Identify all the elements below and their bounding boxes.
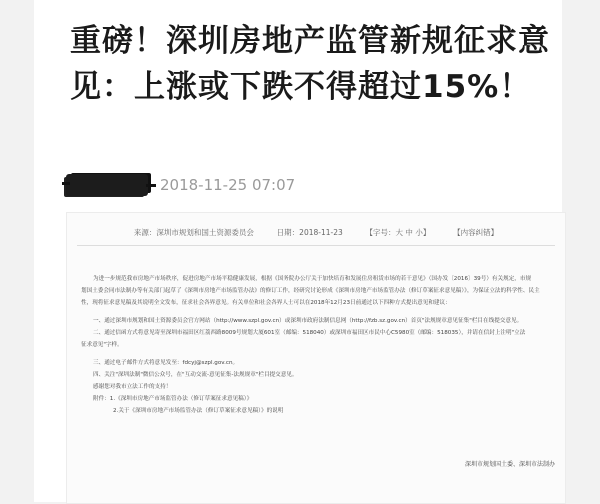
source-label: 来源：深圳市规划和国土资源委员会 [133,228,254,237]
paragraph: 三、通过电子邮件方式将意见发至：fdcyj@szpl.gov.cn。 [93,360,239,366]
divider [77,245,555,246]
date-label: 日期：2018-11-23 [276,228,343,237]
document-image [66,212,566,504]
publish-time: 2018-11-25 07:07 [160,176,296,194]
paragraph: 感谢您对我市立法工作的支持！ [93,384,172,390]
font-size-label: 【字号：大 中 小】 [365,228,431,237]
paragraph: 2.关于《深圳市房地产市场监管办法（修订草案征求意见稿）》的说明 [113,408,284,414]
paragraph: 性，现将征求意见稿及其说明全文发布，征求社会各界意见。有关单位和社会各界人士可以在2018年12月23日前通过以下四种方式提出意见和建议： [81,300,451,306]
redacted-author [66,174,148,196]
paragraph: 附件：1.《深圳市房地产市场监管办法（修订草案征求意见稿）》 [93,396,253,402]
paragraph: 一、通过深圳市规划和国土资源委员会官方网站（http://www.szpl.gov.cn）或深圳市政府法制信息网（http://fzb.sz.gov.cn）首页"法规规章意见征集"栏目在线提交意见。 [93,318,523,324]
paragraph: 二、通过信函方式将意见寄至深圳市福田区红荔西路8009号规划大厦601室（邮编：518040）或深圳市福田区市民中心C5980室（邮编：518035），并请在信封上注明"立法 [93,330,526,336]
article-headline: 重磅！深圳房地产监管新规征求意见：上涨或下跌不得超过15%！ [70,23,550,105]
paragraph: 四、关注"深圳法制"微信公众号，在"互动交流-意见征集-法规规章"栏目提交意见。 [93,372,298,378]
document-source-line [67,227,565,238]
document-signature: 深圳市规划国土委、深圳市法制办 [464,461,555,468]
paragraph: 为进一步规范我市房地产市场秩序，促进房地产市场平稳健康发展，根据《国务院办公厅关于加快培育和发展住房租赁市场的若干意见》（国办发〔2016〕39号）有关规定，市规 [93,276,532,282]
paragraph: 征求意见"字样。 [81,342,123,348]
document-body [81,273,553,417]
error-report-label: 【内容纠错】 [453,228,499,237]
article-meta [66,172,366,198]
paragraph: 划国土委会同市法制办等有关部门起草了《深圳市房地产市场监管办法》的修订工作，经研究讨论形成《深圳市房地产市场监管办法（修订草案征求意见稿）》，为保证立法的科学性、民主 [81,288,540,294]
